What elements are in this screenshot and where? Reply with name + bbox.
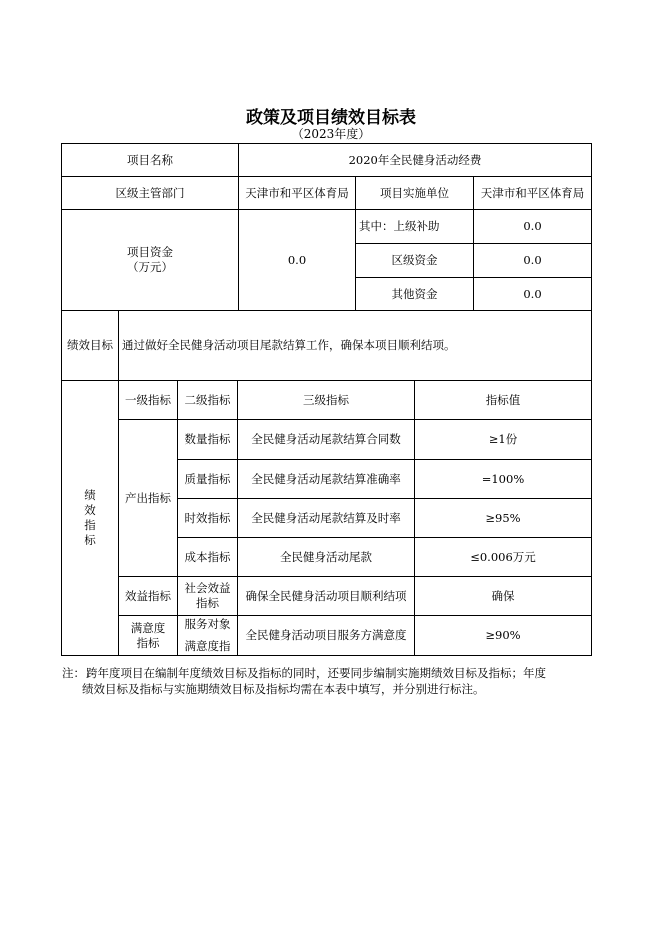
side-char: 标 — [84, 533, 96, 547]
output-level3: 全民健身活动尾款 — [237, 537, 415, 577]
benefit-level2-line1: 社会效益 — [184, 581, 231, 595]
header-level2: 二级指标 — [177, 380, 238, 420]
satisfaction-level2-line2: 满意度指 — [184, 639, 231, 653]
output-level2: 成本指标 — [177, 537, 238, 577]
output-value: ≥1份 — [414, 419, 592, 460]
header-level3: 三级指标 — [237, 380, 415, 420]
indicators-side-label — [61, 380, 119, 656]
benefit-level2 — [177, 576, 238, 616]
impl-value: 天津市和平区体育局 — [473, 176, 592, 210]
satisfaction-level1 — [118, 615, 178, 656]
output-level2: 质量指标 — [177, 459, 238, 499]
funds-label — [61, 209, 239, 311]
output-level2: 数量指标 — [177, 419, 238, 460]
impl-label: 项目实施单位 — [355, 176, 474, 210]
header-level1: 一级指标 — [118, 380, 178, 420]
goal-text: 通过做好全民健身活动项目尾款结算工作，确保本项目顺利结项。 — [118, 310, 592, 381]
funds-label-line2: （万元） — [127, 260, 173, 274]
footnote-line1: 跨年度项目在编制年度绩效目标及指标的同时，还要同步编制实施期绩效目标及指标；年度 — [86, 666, 546, 680]
output-level3: 全民健身活动尾款结算合同数 — [237, 419, 415, 460]
benefit-value: 确保 — [414, 576, 592, 616]
page-title: 政策及项目绩效目标表 — [246, 108, 416, 128]
side-char: 效 — [84, 503, 96, 517]
page-subtitle: （2023年度） — [291, 127, 371, 141]
satisfaction-value: ≥90% — [414, 615, 592, 656]
output-level3: 全民健身活动尾款结算准确率 — [237, 459, 415, 499]
funds-row-value: 0.0 — [473, 277, 592, 311]
benefit-level1: 效益指标 — [118, 576, 178, 616]
funds-row-value: 0.0 — [473, 243, 592, 278]
output-level3: 全民健身活动尾款结算及时率 — [237, 498, 415, 538]
footnote — [62, 665, 592, 697]
dept-label: 区级主管部门 — [61, 176, 239, 210]
funds-row-value: 0.0 — [473, 209, 592, 244]
header-value: 指标值 — [414, 380, 592, 420]
funds-total: 0.0 — [238, 209, 356, 311]
satisfaction-level1-line1: 满意度 — [130, 620, 166, 635]
output-label: 产出指标 — [118, 419, 178, 577]
output-value: =100% — [414, 459, 592, 499]
project-name-value: 2020年全民健身活动经费 — [238, 143, 592, 177]
satisfaction-level1-line2: 指标 — [136, 635, 160, 650]
footnote-label: 注： — [62, 666, 85, 680]
project-name-label: 项目名称 — [61, 143, 239, 177]
funds-row-label: 其他资金 — [355, 277, 474, 311]
dept-value: 天津市和平区体育局 — [238, 176, 356, 210]
benefit-level2-line2: 指标 — [196, 596, 219, 610]
output-level2: 时效指标 — [177, 498, 238, 538]
funds-row-label: 区级资金 — [355, 243, 474, 278]
goal-label: 绩效目标 — [61, 310, 119, 381]
funds-label-line1: 项目资金 — [127, 245, 173, 259]
satisfaction-level2 — [177, 615, 238, 656]
satisfaction-level3: 全民健身活动项目服务方满意度 — [237, 615, 415, 656]
satisfaction-level2-line1: 服务对象 — [184, 617, 231, 631]
side-char: 指 — [84, 518, 96, 532]
side-char: 绩 — [84, 488, 96, 502]
output-value: ≤0.006万元 — [414, 537, 592, 577]
footnote-line2: 绩效目标及指标与实施期绩效目标及指标均需在本表中填写，并分别进行标注。 — [82, 682, 485, 696]
benefit-level3: 确保全民健身活动项目顺利结项 — [237, 576, 415, 616]
funds-row-label: 其中：上级补助 — [355, 209, 474, 244]
output-value: ≥95% — [414, 498, 592, 538]
